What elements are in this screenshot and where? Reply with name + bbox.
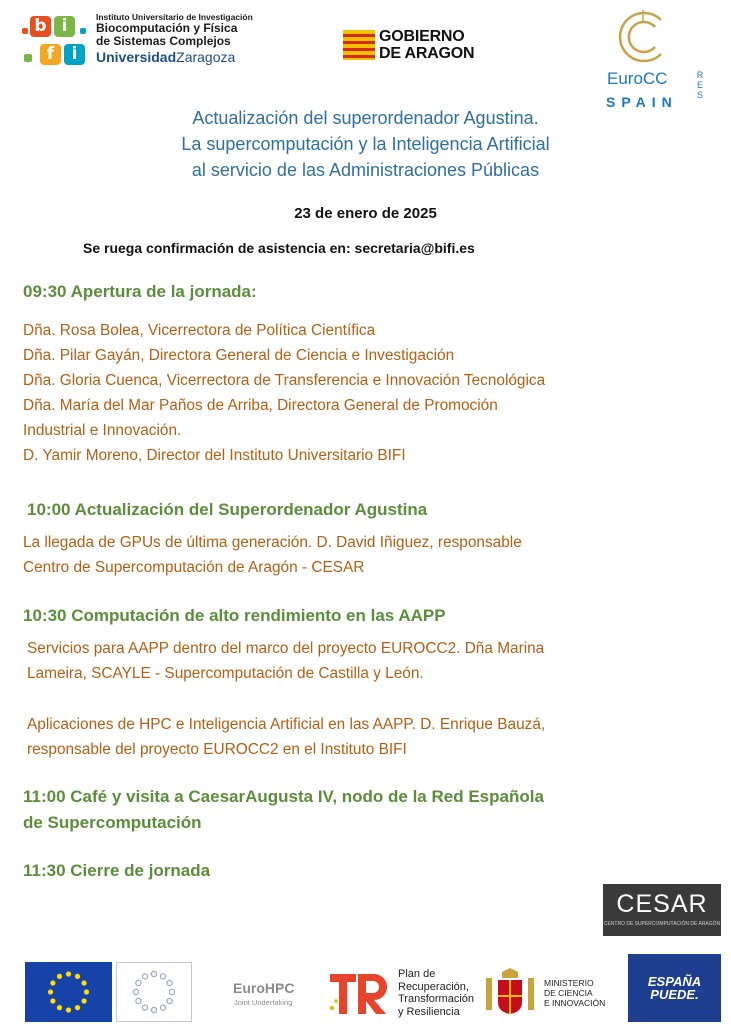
bifi-line-1: Instituto Universitario de Investigación — [96, 12, 253, 22]
bifi-wordmark — [96, 12, 271, 66]
espana-puede-text — [628, 975, 721, 1001]
eurocc-spain-logo — [603, 8, 713, 114]
session-3-line: Servicios para AAPP dentro del marco del proyecto EUROCC2. Dña Marina — [27, 640, 545, 657]
res-badge — [693, 70, 707, 100]
session-4-heading-line: de Supercomputación — [23, 813, 202, 832]
res-letter-r: R — [696, 70, 704, 80]
bifi-tile-i: i — [54, 16, 75, 37]
session-3-talk-2 — [27, 712, 545, 762]
session-4-heading — [23, 784, 544, 836]
speaker-line: D. Yamir Moreno, Director del Instituto Universitario BIFI — [23, 447, 406, 464]
cesar-logo — [603, 884, 721, 936]
eu-flag-icon — [25, 962, 112, 1022]
speaker-line: Dña. Pilar Gayán, Directora General de Ciencia e Investigación — [23, 347, 455, 364]
speaker-line: Dña. Gloria Cuenca, Vicerrectora de Transferencia e Innovación Tecnológica — [23, 372, 546, 389]
espana-line: PUEDE. — [650, 987, 699, 1002]
bifi-logo — [22, 12, 267, 72]
gobierno-aragon-logo — [343, 26, 498, 66]
university-regular: Zaragoza — [176, 49, 236, 65]
prtr-text — [398, 968, 474, 1018]
speaker-line: Dña. María del Mar Paños de Arriba, Directora General de Promoción — [23, 397, 498, 414]
session-3-talk-1 — [27, 636, 544, 686]
ministerio-line: E INNOVACIÓN — [544, 998, 606, 1008]
session-2-heading: 10:00 Actualización del Superordenador Agustina — [27, 500, 428, 519]
speaker-line: Dña. Rosa Bolea, Vicerrectora de Política Científica — [23, 322, 376, 339]
bifi-tile-b: b — [30, 16, 51, 37]
cesar-name: CESAR — [616, 890, 708, 918]
title-line-3: al servicio de las Administraciones Públicas — [191, 160, 540, 180]
eurocc-c-icon — [617, 8, 669, 66]
ministerio-text — [544, 978, 605, 1008]
prtr-line: Recuperación, — [398, 980, 469, 993]
eurocc-country: SPAIN — [606, 94, 678, 110]
aragon-line-2: DE ARAGON — [379, 45, 475, 62]
ministerio-line: MINISTERIO — [544, 978, 594, 988]
eurocc-name: EuroCC — [607, 69, 668, 88]
bifi-line-2: Biocomputación y Física — [96, 21, 238, 35]
session-2-line: Centro de Supercomputación de Aragón - CESAR — [23, 559, 365, 576]
speaker-line: Industrial e Innovación. — [23, 422, 182, 439]
event-date: 23 de enero de 2025 — [294, 205, 437, 222]
ministerio-line: DE CIENCIA — [544, 988, 593, 998]
university-bold: Universidad — [96, 49, 177, 65]
session-1-speakers — [23, 318, 545, 468]
espana-puede-logo — [628, 954, 721, 1022]
eurohpc-subtitle: Joint Undertaking — [234, 998, 293, 1007]
cesar-subtitle: CENTRO DE SUPERCOMPUTACIÓN DE ARAGÓN — [603, 921, 721, 927]
prtr-line: Transformación — [398, 993, 475, 1005]
eurohpc-name: EuroHPC — [233, 980, 295, 996]
title-line-1: Actualización del superordenador Agustina. — [192, 108, 539, 128]
session-5-heading: 11:30 Cierre de jornada — [23, 861, 211, 880]
bifi-tile-f: f — [40, 44, 61, 65]
prtr-line: y Resiliencia — [398, 1005, 460, 1018]
bifi-tile-i2: i — [64, 44, 85, 65]
aragon-wordmark — [379, 28, 474, 62]
session-3-heading: 10:30 Computación de alto rendimiento en las AAPP — [23, 606, 446, 625]
ministerio-logo — [482, 962, 618, 1022]
eu-flag-outline-icon — [116, 962, 192, 1022]
session-3-line: Lameira, SCAYLE - Supercomputación de Castilla y León. — [27, 665, 424, 682]
res-letter-s: S — [696, 90, 703, 100]
university-name — [96, 48, 271, 66]
session-4-heading-line: 11:00 Café y visita a CaesarAugusta IV, nodo de la Red Española — [23, 787, 544, 806]
eurohpc-logo — [233, 962, 313, 1022]
bifi-tiles-icon — [22, 14, 90, 70]
session-2-line: La llegada de GPUs de última generación. D. David Iñiguez, responsable — [23, 534, 522, 551]
session-2-text — [23, 530, 522, 580]
prtr-mark-icon — [326, 968, 390, 1018]
plan-recuperacion-logo — [326, 962, 474, 1022]
aragon-line-1: GOBIERNO — [379, 28, 465, 45]
aragon-flag-icon — [343, 30, 375, 60]
session-1-heading: 09:30 Apertura de la jornada: — [23, 282, 257, 301]
espana-line: ESPAÑA — [647, 974, 702, 989]
session-3-line: responsable del proyecto EUROCC2 en el Instituto BIFI — [27, 741, 407, 758]
res-letter-e: E — [696, 80, 703, 90]
session-3-line: Aplicaciones de HPC e Inteligencia Artificial en las AAPP. D. Enrique Bauzá, — [27, 716, 546, 733]
rsvp-notice: Se ruega confirmación de asistencia en: secretaria@bifi.es — [83, 240, 475, 256]
bifi-line-3: de Sistemas Complejos — [96, 34, 231, 48]
prtr-line: Plan de — [398, 968, 436, 980]
spain-coat-of-arms-icon — [482, 966, 538, 1018]
title-line-2: La supercomputación y la Inteligencia Artificial — [181, 134, 550, 154]
